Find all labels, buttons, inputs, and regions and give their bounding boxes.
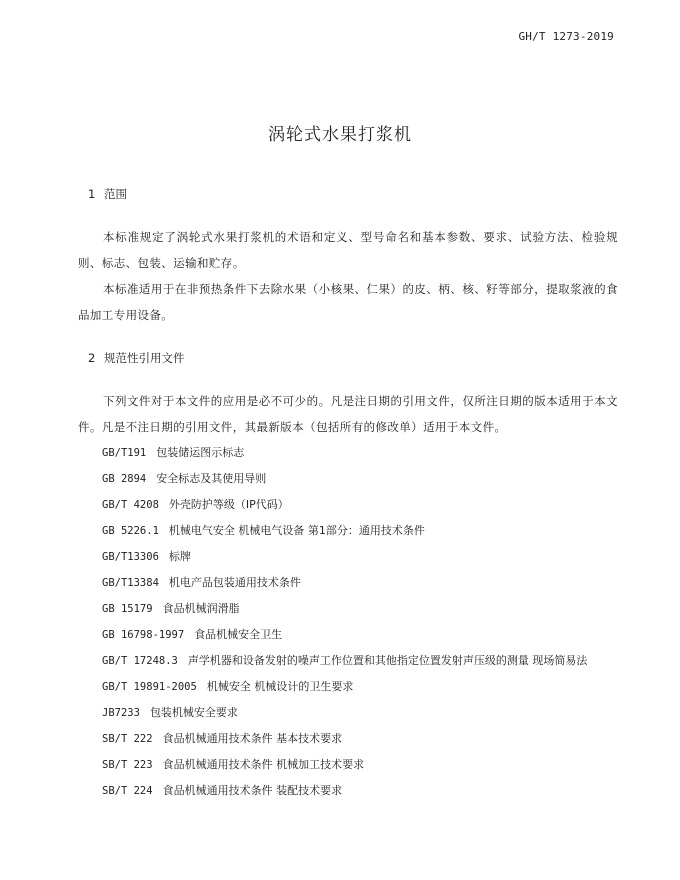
- reference-item: [102, 752, 587, 778]
- reference-title: 机电产品包装通用技术条件: [168, 576, 301, 589]
- reference-item: [102, 778, 587, 804]
- reference-code: GB/T191: [102, 447, 147, 459]
- reference-code: SB/T 224: [102, 785, 153, 797]
- section-1-number: 1: [88, 187, 96, 201]
- section-2-heading: [88, 350, 185, 366]
- reference-item: [102, 674, 587, 700]
- reference-item: [102, 726, 587, 752]
- reference-title: 食品机械通用技术条件 装配技术要求: [162, 784, 343, 797]
- section-1-paragraph-1: 本标准规定了涡轮式水果打浆机的术语和定义、型号命名和基本参数、要求、试验方法、检验规则、标志、包装、运输和贮存。: [78, 230, 618, 270]
- reference-item: [102, 570, 587, 596]
- reference-code: JB7233: [102, 707, 140, 719]
- section-1-title: 范围: [104, 187, 127, 201]
- reference-item: [102, 518, 587, 544]
- reference-title: 包装机械安全要求: [149, 706, 238, 719]
- reference-code: GB 15179: [102, 603, 153, 615]
- reference-title: 机械安全 机械设计的卫生要求: [206, 680, 354, 693]
- reference-title: 机械电气安全 机械电气设备 第1部分：通用技术条件: [168, 524, 425, 537]
- reference-title: 食品机械通用技术条件 基本技术要求: [162, 732, 343, 745]
- reference-title: 安全标志及其使用导则: [156, 472, 267, 485]
- reference-code: SB/T 222: [102, 733, 153, 745]
- reference-code: GB 16798-1997: [102, 629, 185, 641]
- section-2-title: 规范性引用文件: [104, 351, 185, 365]
- section-1-paragraph-2: 本标准适用于在非预热条件下去除水果（小核果、仁果）的皮、柄、核、籽等部分，提取浆液的食品加工专用设备。: [78, 282, 618, 322]
- reference-title: 外壳防护等级（IP代码）: [168, 498, 289, 511]
- reference-title: 包装储运图示标志: [156, 446, 245, 459]
- reference-item: [102, 622, 587, 648]
- reference-code: GB/T13384: [102, 577, 159, 589]
- document-title: 涡轮式水果打浆机: [268, 125, 412, 145]
- reference-code: GB 5226.1: [102, 525, 159, 537]
- reference-title: 标牌: [168, 550, 191, 563]
- reference-item: [102, 440, 587, 466]
- reference-item: [102, 466, 587, 492]
- reference-title: 食品机械通用技术条件 机械加工技术要求: [162, 758, 365, 771]
- reference-code: GB 2894: [102, 473, 147, 485]
- reference-code: GB/T13306: [102, 551, 159, 563]
- standard-code: GH/T 1273-2019: [518, 30, 614, 43]
- section-2-number: 2: [88, 351, 96, 365]
- reference-item: [102, 648, 587, 674]
- normative-reference-list: [102, 440, 587, 804]
- reference-title: 声学机器和设备发射的噪声工作位置和其他指定位置发射声压级的测量 现场简易法: [187, 654, 588, 667]
- reference-code: SB/T 223: [102, 759, 153, 771]
- reference-item: [102, 596, 587, 622]
- section-1-heading: [88, 186, 127, 202]
- reference-title: 食品机械润滑脂: [162, 602, 240, 615]
- reference-title: 食品机械安全卫生: [194, 628, 283, 641]
- reference-item: [102, 544, 587, 570]
- reference-item: [102, 700, 587, 726]
- section-2-paragraph-1: 下列文件对于本文件的应用是必不可少的。凡是注日期的引用文件，仅所注日期的版本适用于本文件。凡是不注日期的引用文件，其最新版本（包括所有的修改单）适用于本文件。: [78, 394, 618, 434]
- reference-code: GB/T 17248.3: [102, 655, 178, 667]
- reference-code: GB/T 19891-2005: [102, 681, 197, 693]
- reference-code: GB/T 4208: [102, 499, 159, 511]
- reference-item: [102, 492, 587, 518]
